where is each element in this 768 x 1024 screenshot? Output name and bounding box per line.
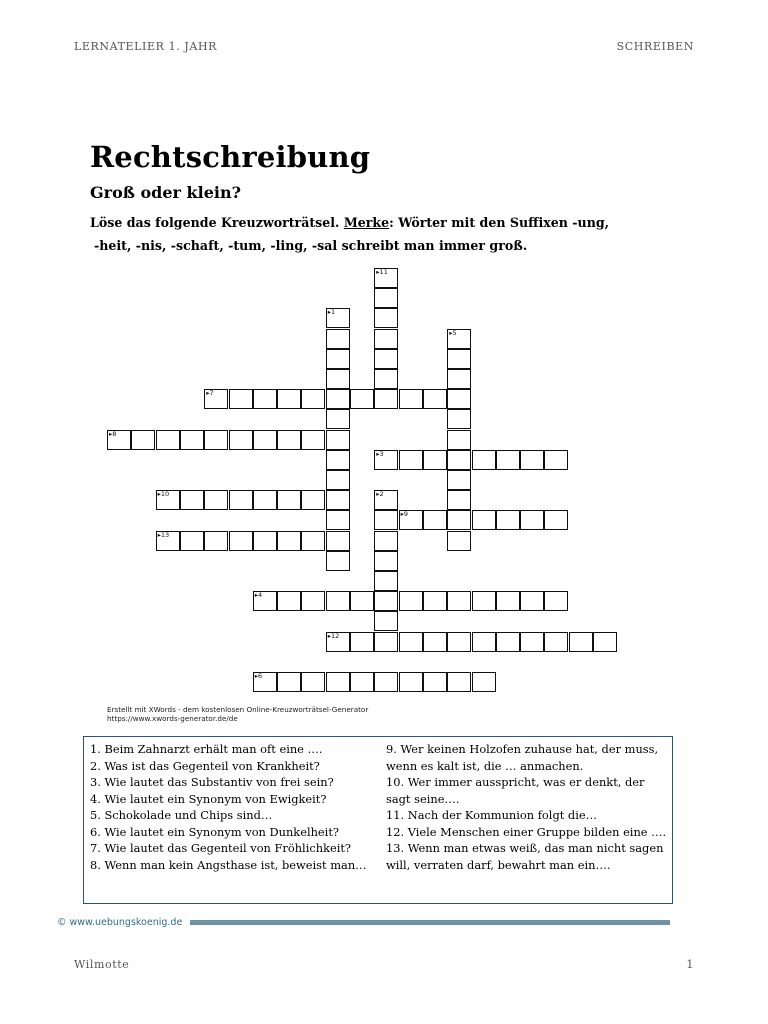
crossword-cell[interactable] [447, 450, 471, 470]
crossword-cell[interactable] [204, 389, 228, 409]
crossword-cell[interactable] [593, 632, 617, 652]
crossword-cell[interactable] [423, 591, 447, 611]
crossword-cell[interactable] [277, 490, 301, 510]
clue-item: 13. Wenn man etwas weiß, das man nicht sagen will, verraten darf, bewahrt man ein…. [386, 841, 664, 872]
crossword-cell[interactable] [229, 389, 253, 409]
worksheet [74, 140, 696, 932]
crossword-cell[interactable] [472, 632, 496, 652]
crossword-cell[interactable] [544, 632, 568, 652]
crossword-cell[interactable] [301, 672, 325, 692]
crossword-cell[interactable] [374, 288, 398, 308]
crossword-grid [74, 140, 696, 700]
crossword-cell[interactable] [447, 632, 471, 652]
crossword-cell[interactable] [374, 611, 398, 631]
crossword-cell[interactable] [204, 490, 228, 510]
crossword-cell[interactable] [326, 672, 350, 692]
crossword-cell[interactable] [520, 591, 544, 611]
crossword-cell[interactable] [350, 389, 374, 409]
crossword-cell[interactable] [107, 430, 131, 450]
clue-item: 3. Wie lautet das Substantiv von frei sein? [90, 775, 334, 789]
crossword-cell[interactable] [496, 632, 520, 652]
instruction-lead: Löse das folgende Kreuzworträtsel. [90, 215, 340, 230]
instruction-line-2: -heit, -nis, -schaft, -tum, -ling, -sal schreibt man immer groß. [94, 238, 528, 253]
crossword-cell[interactable] [301, 490, 325, 510]
crossword-cell[interactable] [374, 510, 398, 530]
clue-box [83, 736, 673, 904]
crossword-cell[interactable] [131, 430, 155, 450]
credit-line-1: Erstellt mit XWords - dem kostenlosen Online-Kreuzworträtsel-Generator [107, 705, 369, 714]
crossword-cell[interactable] [301, 591, 325, 611]
crossword-cell[interactable] [423, 672, 447, 692]
clue-number: ▸8 [109, 429, 117, 438]
clue-item: 6. Wie lautet ein Synonym von Dunkelheit? [90, 824, 339, 839]
crossword-cell[interactable] [447, 329, 471, 349]
crossword-cell[interactable] [326, 409, 350, 429]
crossword-cell[interactable] [399, 450, 423, 470]
crossword-cell[interactable] [253, 430, 277, 450]
crossword-cell[interactable] [520, 450, 544, 470]
crossword-cell[interactable] [350, 591, 374, 611]
crossword-cell[interactable] [374, 591, 398, 611]
crossword-cell[interactable] [447, 531, 471, 551]
credit-line-2: https://www.xwords-generator.de/de [107, 714, 238, 723]
crossword-cell[interactable] [350, 632, 374, 652]
crossword-cell[interactable] [374, 672, 398, 692]
crossword-cell[interactable] [180, 430, 204, 450]
clue-item: 10. Wer immer ausspricht, was er denkt, der sagt seine…. [386, 775, 645, 806]
crossword-cell[interactable] [447, 490, 471, 510]
crossword-cell[interactable] [374, 571, 398, 591]
crossword-cell[interactable] [447, 591, 471, 611]
crossword-cell[interactable] [326, 349, 350, 369]
crossword-cell[interactable] [326, 632, 350, 652]
crossword-cell[interactable] [229, 531, 253, 551]
crossword-cell[interactable] [156, 430, 180, 450]
instruction-rest: : Wörter mit den Suffixen -ung, [389, 215, 610, 230]
crossword-cell[interactable] [374, 490, 398, 510]
generator-credit [107, 705, 368, 723]
crossword-cell[interactable] [301, 389, 325, 409]
crossword-cell[interactable] [569, 632, 593, 652]
clue-number: ▸1 [327, 308, 336, 317]
clue-item: 8. Wenn man kein Angsthase ist, beweist man… [90, 857, 367, 872]
running-head-left: LERNATELIER 1. JAHR [74, 40, 218, 53]
crossword-cell[interactable] [156, 531, 180, 551]
crossword-cell[interactable] [544, 450, 568, 470]
clue-number: ▸9 [400, 510, 408, 519]
crossword-cell[interactable] [374, 632, 398, 652]
crossword-cell[interactable] [326, 329, 350, 349]
crossword-cell[interactable] [447, 470, 471, 490]
worksheet-title: Rechtschreibung [90, 140, 371, 174]
crossword-cell[interactable] [496, 450, 520, 470]
crossword-cell[interactable] [326, 490, 350, 510]
crossword-cell[interactable] [301, 430, 325, 450]
clue-number: ▸5 [449, 328, 457, 337]
crossword-cell[interactable] [253, 591, 277, 611]
worksheet-subtitle: Groß oder klein? [90, 183, 241, 202]
crossword-cell[interactable] [520, 510, 544, 530]
crossword-cell[interactable] [253, 389, 277, 409]
crossword-cell[interactable] [399, 591, 423, 611]
crossword-cell[interactable] [399, 632, 423, 652]
crossword-cell[interactable] [374, 308, 398, 328]
crossword-cell[interactable] [447, 349, 471, 369]
crossword-cell[interactable] [423, 632, 447, 652]
clue-item: 2. Was ist das Gegenteil von Krankheit? [90, 758, 320, 773]
clue-number: ▸11 [376, 268, 388, 276]
crossword-cell[interactable] [374, 450, 398, 470]
crossword-cell[interactable] [447, 510, 471, 530]
clue-number: ▸6 [254, 672, 263, 680]
crossword-cell[interactable] [544, 591, 568, 611]
crossword-cell[interactable] [326, 369, 350, 389]
running-head-right: SCHREIBEN [616, 40, 694, 53]
running-foot-left: Wilmotte [74, 958, 130, 971]
crossword-cell[interactable] [326, 551, 350, 571]
footer-bar [190, 920, 670, 925]
crossword-cell[interactable] [301, 531, 325, 551]
clue-list-left [90, 741, 382, 873]
crossword-cell[interactable] [374, 268, 398, 288]
crossword-cell[interactable] [472, 672, 496, 692]
crossword-cell[interactable] [447, 389, 471, 409]
crossword-cell[interactable] [277, 531, 301, 551]
clue-number: ▸2 [376, 490, 384, 499]
footer-site-credit: © www.uebungskoenig.de [57, 917, 183, 928]
crossword-cell[interactable] [326, 470, 350, 490]
clue-item: 1. Beim Zahnarzt erhält man oft eine …. [90, 742, 323, 756]
crossword-cell[interactable] [350, 672, 374, 692]
crossword-cell[interactable] [229, 430, 253, 450]
crossword-cell[interactable] [374, 349, 398, 369]
crossword-cell[interactable] [472, 510, 496, 530]
clue-item: 12. Viele Menschen einer Gruppe bilden eine …. [386, 824, 667, 839]
crossword-cell[interactable] [374, 369, 398, 389]
crossword-cell[interactable] [447, 672, 471, 692]
clue-number: ▸12 [327, 631, 340, 640]
page-number: 1 [686, 958, 694, 971]
crossword-cell[interactable] [423, 510, 447, 530]
crossword-cell[interactable] [399, 510, 423, 530]
crossword-cell[interactable] [253, 490, 277, 510]
crossword-cell[interactable] [253, 531, 277, 551]
crossword-cell[interactable] [326, 430, 350, 450]
crossword-cell[interactable] [544, 510, 568, 530]
crossword-cell[interactable] [277, 389, 301, 409]
crossword-cell[interactable] [374, 551, 398, 571]
crossword-cell[interactable] [326, 389, 350, 409]
crossword-cell[interactable] [204, 531, 228, 551]
crossword-cell[interactable] [472, 450, 496, 470]
crossword-cell[interactable] [472, 591, 496, 611]
crossword-cell[interactable] [326, 308, 350, 328]
crossword-cell[interactable] [423, 450, 447, 470]
crossword-cell[interactable] [277, 672, 301, 692]
crossword-cell[interactable] [399, 672, 423, 692]
clue-item: 5. Schokolade und Chips sind… [90, 808, 273, 822]
clue-list-right [386, 741, 670, 873]
clue-item: 7. Wie lautet das Gegenteil von Fröhlichkeit? [90, 841, 352, 855]
crossword-cell[interactable] [496, 510, 520, 530]
crossword-cell[interactable] [277, 430, 301, 450]
crossword-cell[interactable] [374, 389, 398, 409]
crossword-cell[interactable] [374, 329, 398, 349]
crossword-cell[interactable] [180, 490, 204, 510]
crossword-cell[interactable] [326, 510, 350, 530]
crossword-cell[interactable] [156, 490, 180, 510]
clue-number: ▸4 [254, 591, 263, 600]
clue-number: ▸10 [157, 490, 170, 499]
crossword-cell[interactable] [520, 632, 544, 652]
clue-item: 11. Nach der Kommunion folgt die… [386, 808, 597, 822]
clue-number: ▸3 [376, 449, 384, 458]
crossword-cell[interactable] [447, 369, 471, 389]
crossword-cell[interactable] [399, 389, 423, 409]
crossword-cell[interactable] [277, 591, 301, 611]
crossword-cell[interactable] [326, 450, 350, 470]
crossword-cell[interactable] [204, 430, 228, 450]
crossword-cell[interactable] [447, 409, 471, 429]
instruction-merke: Merke [343, 215, 390, 230]
crossword-cell[interactable] [423, 389, 447, 409]
clue-number: ▸13 [157, 530, 170, 539]
crossword-cell[interactable] [496, 591, 520, 611]
crossword-cell[interactable] [229, 490, 253, 510]
crossword-cell[interactable] [326, 531, 350, 551]
clue-item: 4. Wie lautet ein Synonym von Ewigkeit? [90, 791, 327, 806]
crossword-cell[interactable] [326, 591, 350, 611]
clue-number: ▸7 [206, 389, 214, 398]
crossword-cell[interactable] [253, 672, 277, 692]
crossword-cell[interactable] [374, 531, 398, 551]
crossword-cell[interactable] [180, 531, 204, 551]
clue-item: 9. Wer keinen Holzofen zuhause hat, der muss, wenn es kalt ist, die … anmachen. [386, 742, 659, 773]
crossword-cell[interactable] [447, 430, 471, 450]
